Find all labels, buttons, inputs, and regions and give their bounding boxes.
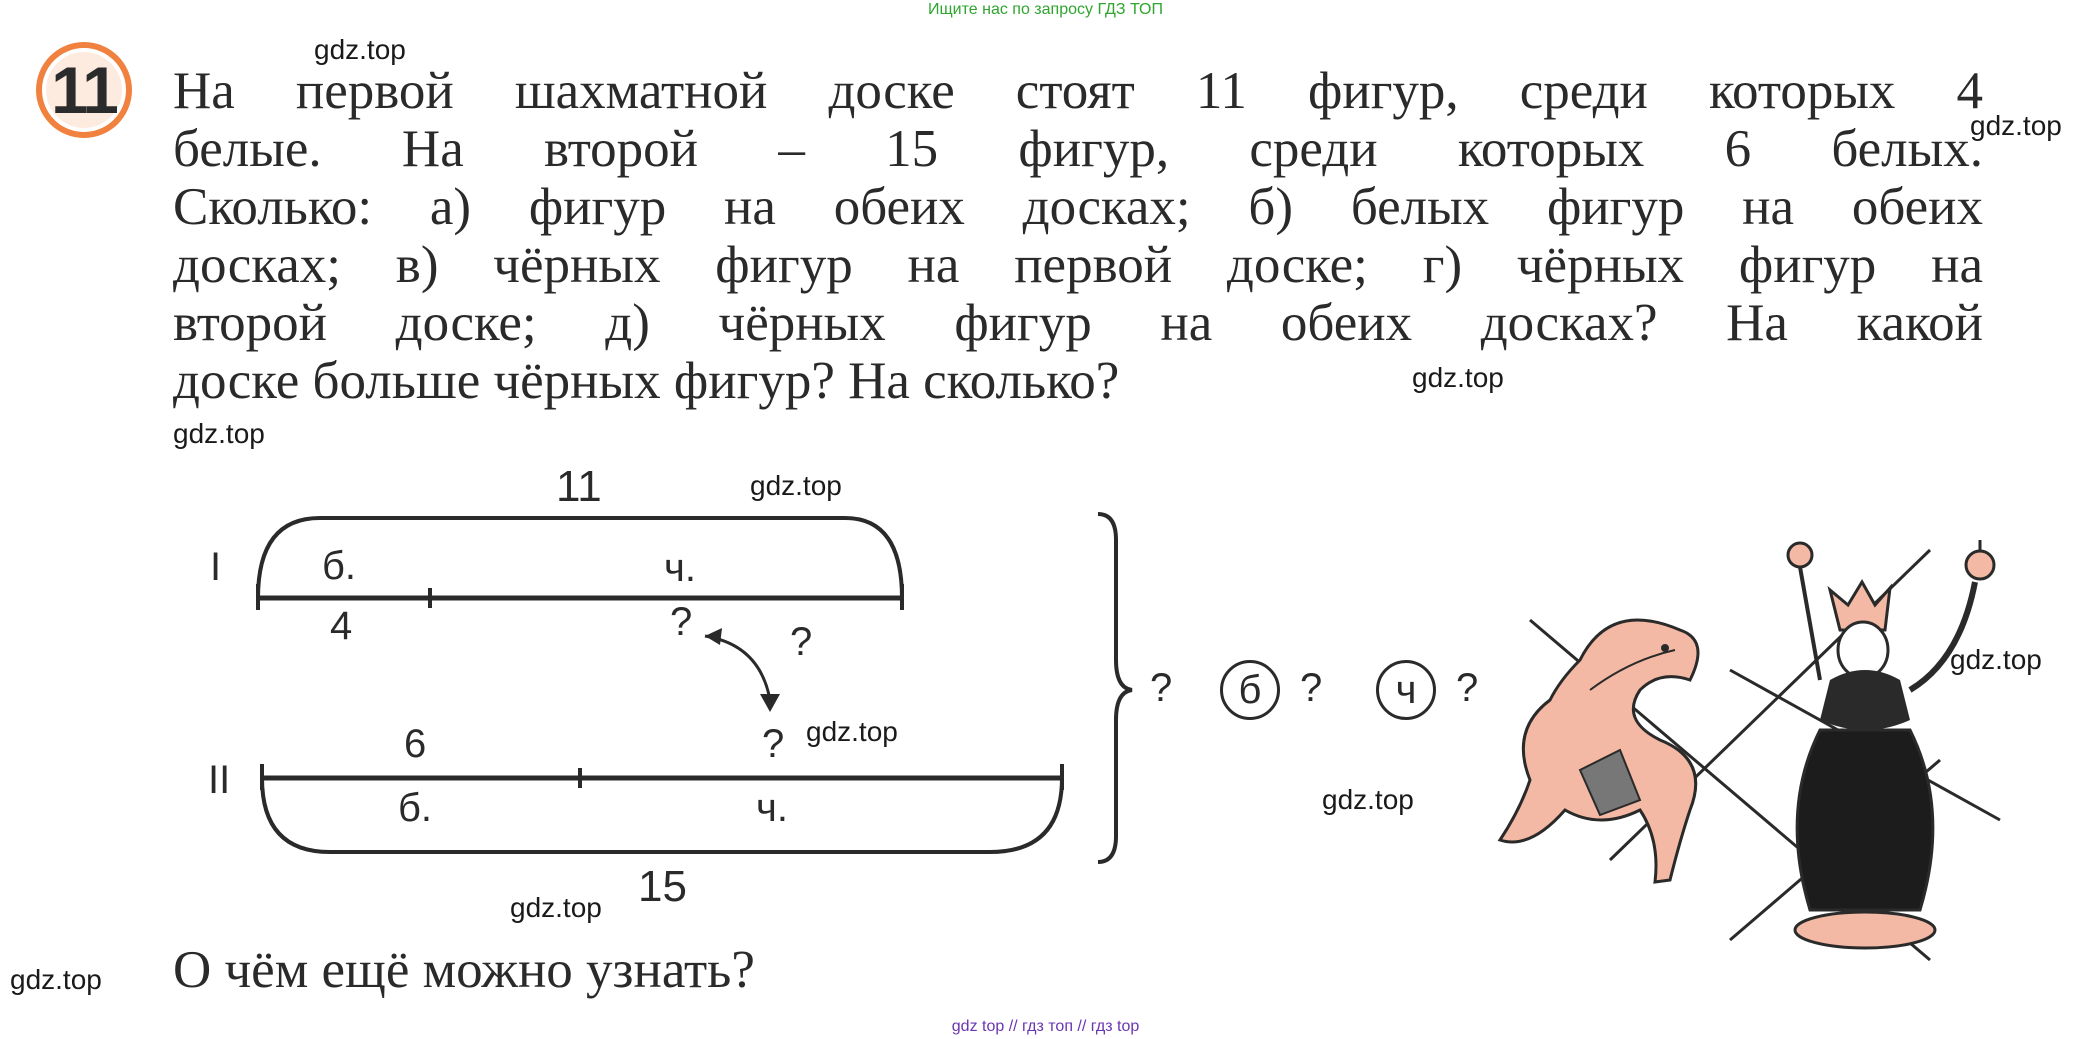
compare-arrow xyxy=(705,636,770,700)
watermark: gdz.top xyxy=(314,34,406,65)
bottom-question: О чём ещё можно узнать? xyxy=(173,941,755,999)
task-text-line-1: На первой шахматной доске стоят 11 фигур, среди которых 4 xyxy=(173,62,1983,120)
task-number: 11 xyxy=(46,52,122,128)
scepter-ball xyxy=(1788,543,1812,567)
watermark: gdz.top xyxy=(510,892,602,923)
watermark: gdz.top xyxy=(806,716,898,747)
black-circle-symbol: ч xyxy=(1376,660,1436,720)
row2-black-label: ч. xyxy=(756,786,788,830)
row1-total-label: 11 xyxy=(556,462,602,511)
total-black-question: ? xyxy=(1456,666,1479,710)
top-banner[interactable]: Ищите нас по запросу ГДЗ ТОП xyxy=(928,1,1163,18)
row2-total-brace xyxy=(262,778,1062,852)
row1-black-value: ? xyxy=(670,600,693,644)
row2-black-value: ? xyxy=(762,722,785,766)
watermark: gdz.top xyxy=(1970,110,2062,141)
orb-icon xyxy=(1966,551,1994,579)
total-white-question: ? xyxy=(1300,666,1323,710)
footer-links[interactable]: gdz top // гдз топ // гдз top xyxy=(951,1018,1140,1035)
row1-black-label: ч. xyxy=(664,546,696,590)
watermark: gdz.top xyxy=(173,418,265,449)
task-text-line-2: белые. На второй – 15 фигур, среди которых 6 белых. xyxy=(173,120,1983,178)
knight-horse-icon xyxy=(1500,620,1698,882)
white-circle-symbol: б xyxy=(1220,660,1280,720)
total-all-question: ? xyxy=(1150,666,1173,710)
watermark: gdz.top xyxy=(10,964,102,995)
row2-white-value: 6 xyxy=(404,722,427,766)
compare-question: ? xyxy=(790,620,813,664)
row2-white-label: б. xyxy=(398,786,433,830)
task-text-line-3: Сколько: а) фигур на обеих досках; б) белых фигур на обеих xyxy=(173,178,1983,236)
watermark: gdz.top xyxy=(1950,644,2042,675)
chess-pieces-illustration xyxy=(1470,510,2030,980)
row1-white-label: б. xyxy=(322,544,357,588)
scepter xyxy=(1800,567,1820,680)
watermark: gdz.top xyxy=(1412,362,1504,393)
watermark: gdz.top xyxy=(750,470,842,501)
row2-total-label: 15 xyxy=(638,862,687,911)
compare-arrow-head-down xyxy=(760,694,780,712)
task-text-line-4: досках; в) чёрных фигур на первой доске; г) чёрных фигур на xyxy=(173,236,1983,294)
task-text-line-5: второй доске; д) чёрных фигур на обеих досках? На какой xyxy=(173,294,1983,352)
row1-white-value: 4 xyxy=(330,604,353,648)
task-text-line-6: доске больше чёрных фигур? На сколько? xyxy=(173,352,1120,410)
row2-roman-label: II xyxy=(208,758,231,802)
compare-arrow-head-up xyxy=(705,628,722,645)
king-piece-icon xyxy=(1788,540,1994,948)
row1-roman-label: I xyxy=(210,545,222,589)
watermark: gdz.top xyxy=(1322,784,1414,815)
combine-brace xyxy=(1098,514,1132,862)
